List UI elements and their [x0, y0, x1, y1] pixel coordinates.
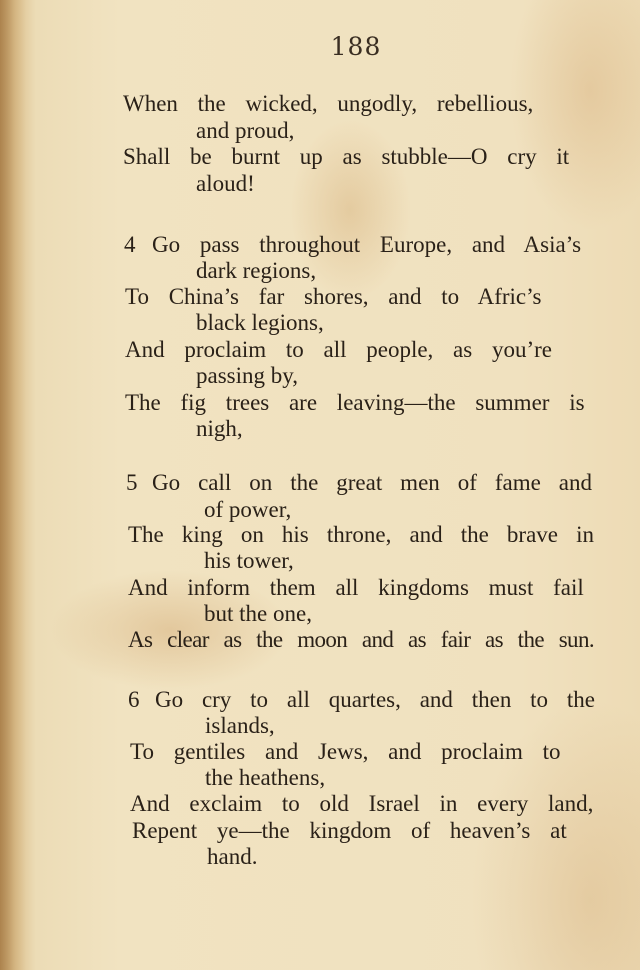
- stanza-number: 6: [128, 687, 140, 712]
- verse-line: islands,: [205, 713, 275, 738]
- verse-line: 5 Go call on the great men of fame and: [126, 470, 592, 495]
- verse-line: And inform them all kingdoms must fail: [128, 575, 584, 600]
- page-number: 188: [330, 32, 382, 61]
- verse-line: but the one,: [204, 601, 312, 626]
- verse-line: And proclaim to all people, as you’re: [125, 337, 552, 362]
- verse-line: Repent ye—the kingdom of heaven’s at: [132, 818, 567, 843]
- verse-line: dark regions,: [196, 258, 317, 283]
- verse-line: To gentiles and Jews, and proclaim to: [130, 739, 561, 764]
- verse-line: hand.: [207, 844, 258, 869]
- verse-line: Shall be burnt up as stubble—O cry it: [123, 144, 570, 169]
- verse-line: the heathens,: [205, 765, 326, 790]
- verse-line: of power,: [204, 497, 292, 522]
- verse-line: 6 Go cry to all quartes, and then to the: [128, 687, 595, 712]
- verse-line: aloud!: [196, 171, 255, 196]
- verse-line: his tower,: [204, 548, 294, 573]
- verse-line: And exclaim to old Israel in every land,: [130, 791, 594, 816]
- verse-line: The fig trees are leaving—the summer is: [125, 390, 585, 415]
- verse-line: As clear as the moon and as fair as the sun.: [128, 627, 594, 652]
- verse-line: When the wicked, ungodly, rebellious,: [123, 91, 534, 116]
- verse-line: nigh,: [196, 416, 243, 441]
- stanza-number: 5: [126, 470, 138, 495]
- verse-line: To China’s far shores, and to Afric’s: [125, 284, 542, 309]
- verse-line: 4 Go pass throughout Europe, and Asia’s: [124, 232, 582, 257]
- verse-line: black legions,: [196, 310, 324, 335]
- verse-line: and proud,: [196, 118, 295, 143]
- verse-line: The king on his throne, and the brave in: [128, 522, 594, 547]
- stanza-number: 4: [124, 232, 136, 257]
- verse-line: passing by,: [196, 363, 299, 388]
